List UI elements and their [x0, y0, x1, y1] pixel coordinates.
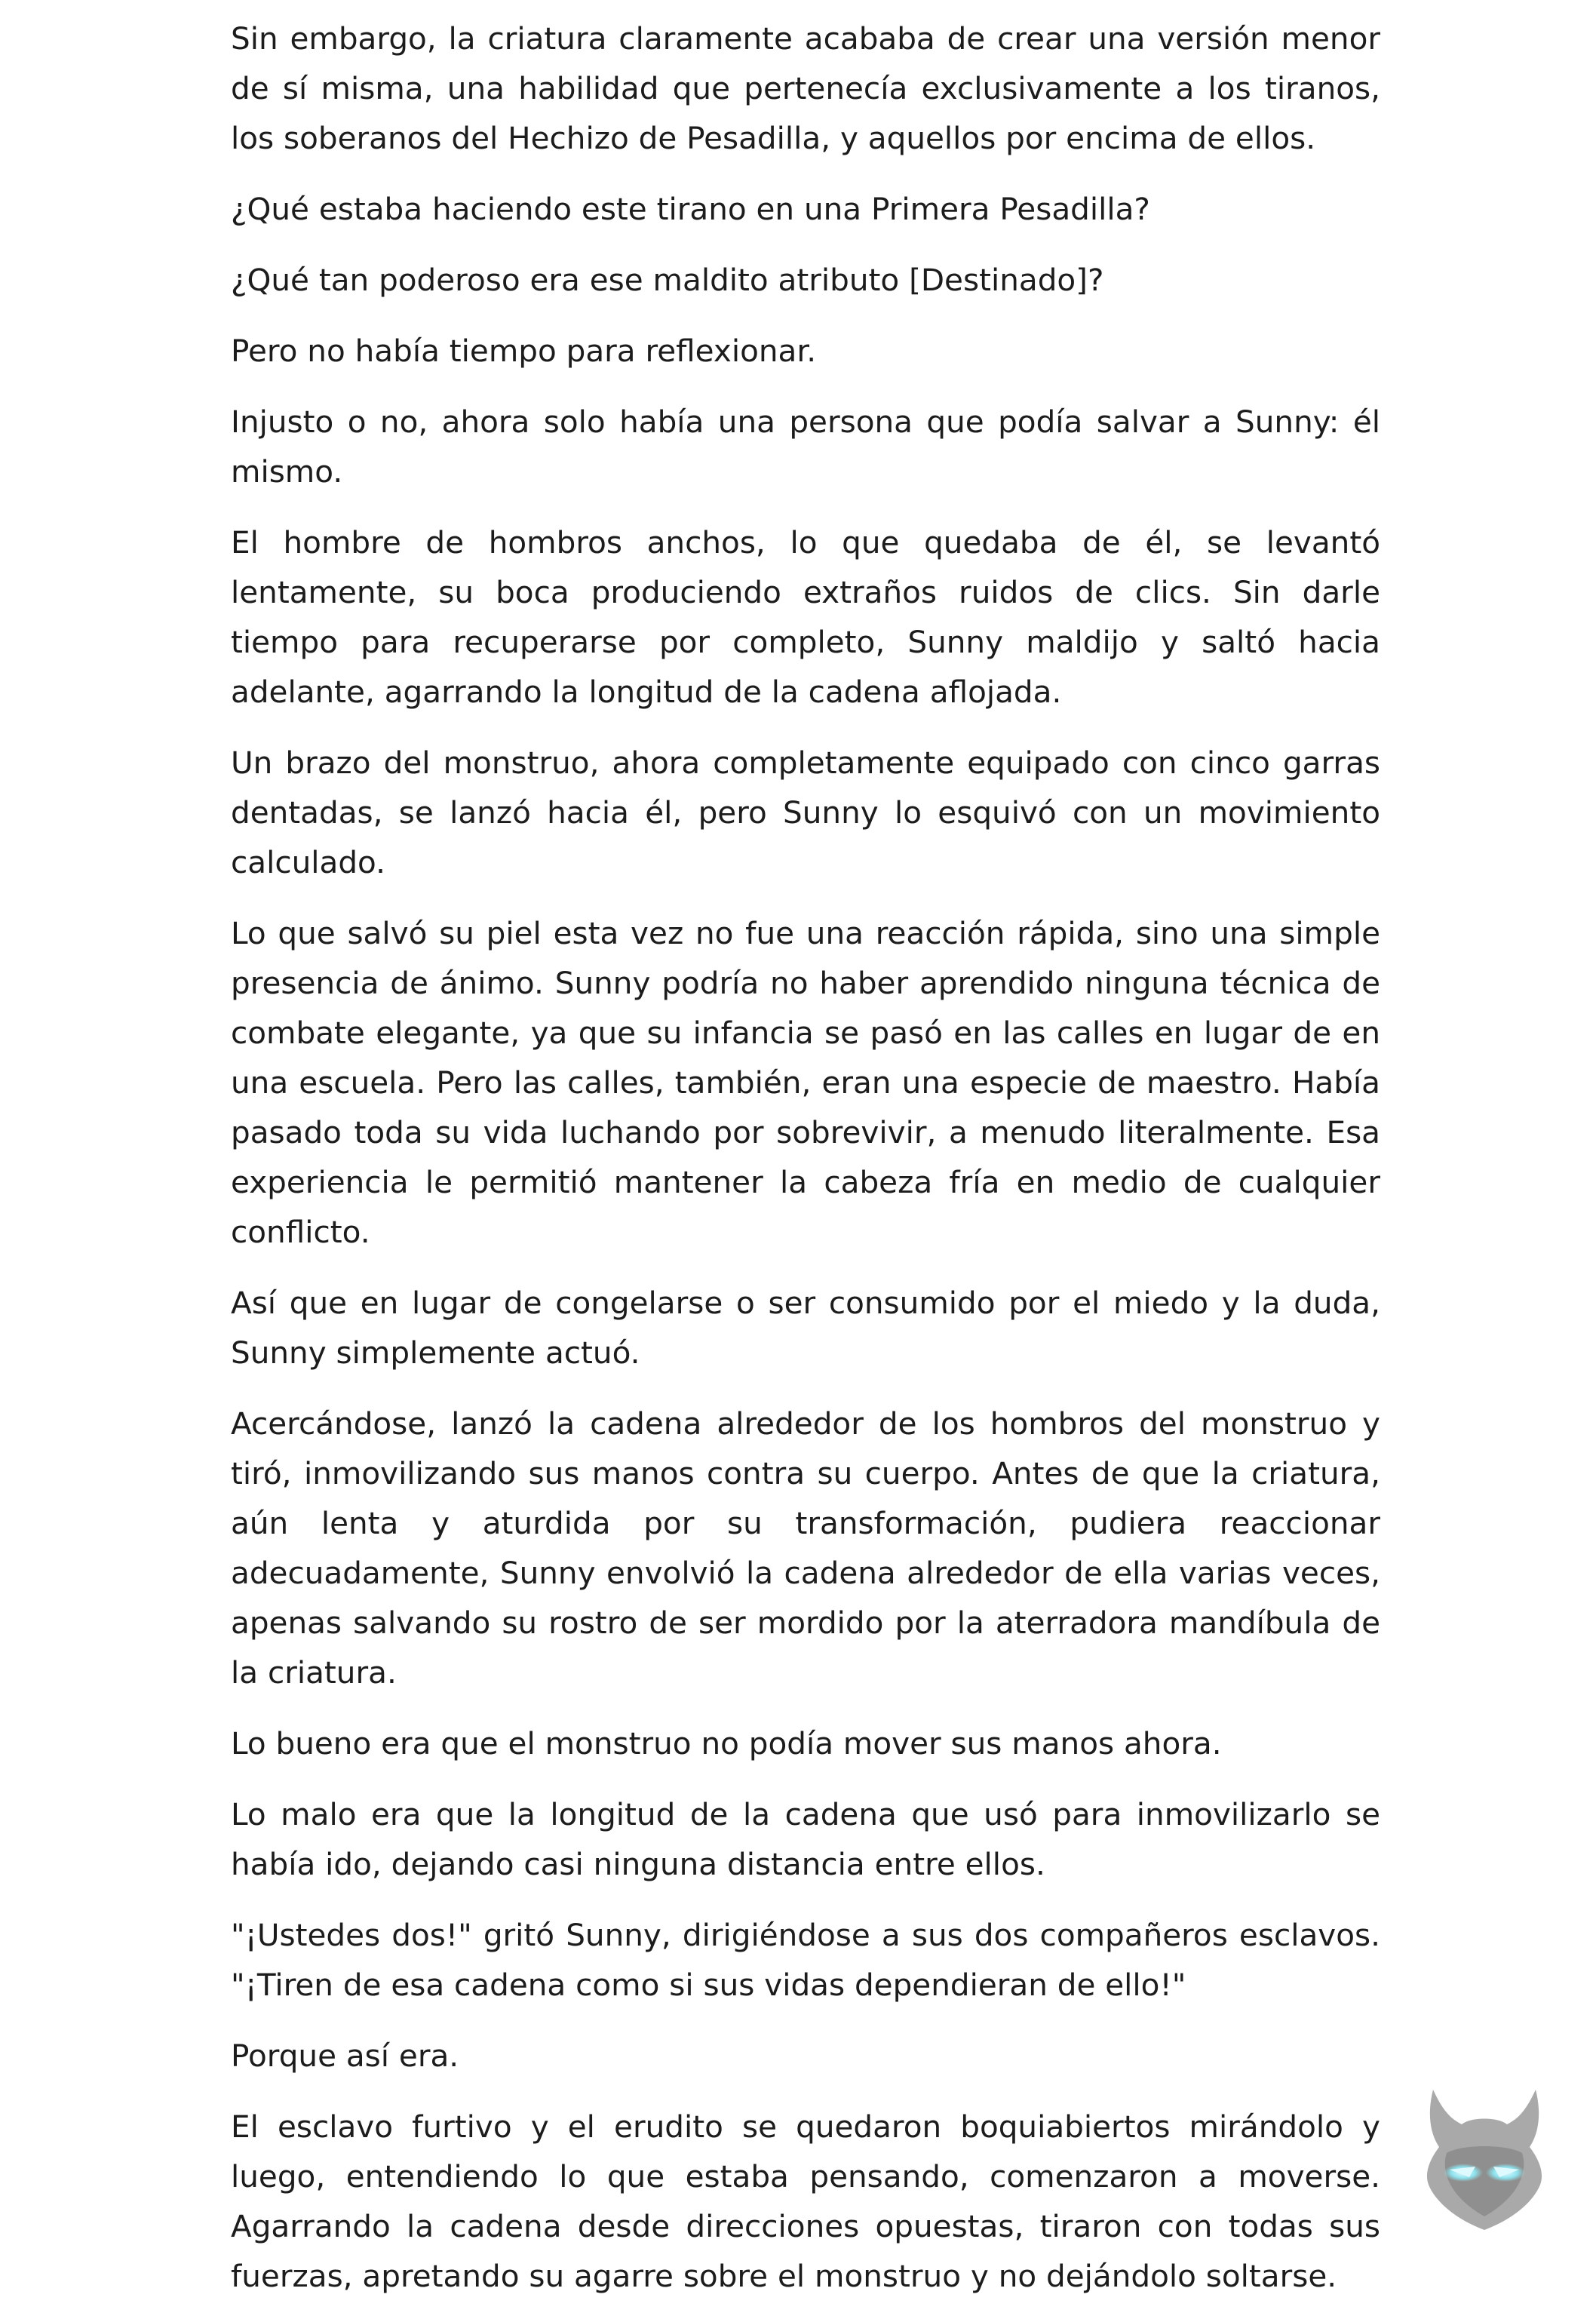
paragraph-15: El esclavo furtivo y el erudito se quedaron boquiabiertos mirándolo y luego, entendiendo lo que estaba pensando, comenzaron a moverse. Agarrando la cadena desde direcciones opuestas, tiraron con todas sus fuerzas, apretando su agarre sobre el monstruo y no dejándolo soltarse.	[231, 2109, 1380, 2294]
paragraph-7: Un brazo del monstruo, ahora completamente equipado con cinco garras dentadas, se lanzó hacia él, pero Sunny lo esquivó con un movimiento calculado.	[231, 745, 1380, 880]
paragraph-12: Lo malo era que la longitud de la cadena que usó para inmovilizarlo se había ido, dejando casi ninguna distancia entre ellos.	[231, 1796, 1380, 1882]
paragraph-13: "¡Ustedes dos!" gritó Sunny, dirigiéndose a sus dos compañeros esclavos. "¡Tiren de esa cadena como si sus vidas dependieran de ello!"	[231, 1917, 1380, 2003]
paragraph-6: El hombre de hombros anchos, lo que quedaba de él, se levantó lentamente, su boca produciendo extraños ruidos de clics. Sin darle tiempo para recuperarse por completo, Sunny maldijo y saltó hacia adelante, agarrando la longitud de la cadena aflojada.	[231, 524, 1380, 710]
paragraph-5: Injusto o no, ahora solo había una persona que podía salvar a Sunny: él mismo.	[231, 404, 1380, 490]
demon-head-icon	[1416, 2084, 1552, 2234]
document-page	[231, 14, 1380, 2322]
paragraph-10: Acercándose, lanzó la cadena alrededor de los hombros del monstruo y tiró, inmovilizando sus manos contra su cuerpo. Antes de que la criatura, aún lenta y aturdida por su transformación, pudiera reaccionar adecuadamente, Sunny envolvió la cadena alrededor de ella varias veces, apenas salvando su rostro de ser mordido por la aterradora mandíbula de la criatura.	[231, 1405, 1380, 1691]
paragraph-1: Sin embargo, la criatura claramente acababa de crear una versión menor de sí misma, una habilidad que pertenecía exclusivamente a los tiranos, los soberanos del Hechizo de Pesadilla, y aquellos por encima de ellos.	[231, 20, 1380, 156]
paragraph-2: ¿Qué estaba haciendo este tirano en una Primera Pesadilla?	[231, 191, 1150, 227]
paragraph-3: ¿Qué tan poderoso era ese maldito atributo [Destinado]?	[231, 262, 1104, 298]
paragraph-9: Así que en lugar de congelarse o ser consumido por el miedo y la duda, Sunny simplemente actuó.	[231, 1285, 1380, 1371]
paragraph-8: Lo que salvó su piel esta vez no fue una reacción rápida, sino una simple presencia de ánimo. Sunny podría no haber aprendido ninguna técnica de combate elegante, ya que su infancia se pasó en las calles en lugar de en una escuela. Pero las calles, también, eran una especie de maestro. Había pasado toda su vida luchando por sobrevivir, a menudo literalmente. Esa experiencia le permitió mantener la cabeza fría en medio de cualquier conflicto.	[231, 915, 1380, 1250]
paragraph-14: Porque así era.	[231, 2038, 459, 2074]
paragraph-11: Lo bueno era que el monstruo no podía mover sus manos ahora.	[231, 1725, 1222, 1761]
paragraph-4: Pero no había tiempo para reflexionar.	[231, 333, 817, 369]
watermark-logo	[1416, 2084, 1552, 2234]
